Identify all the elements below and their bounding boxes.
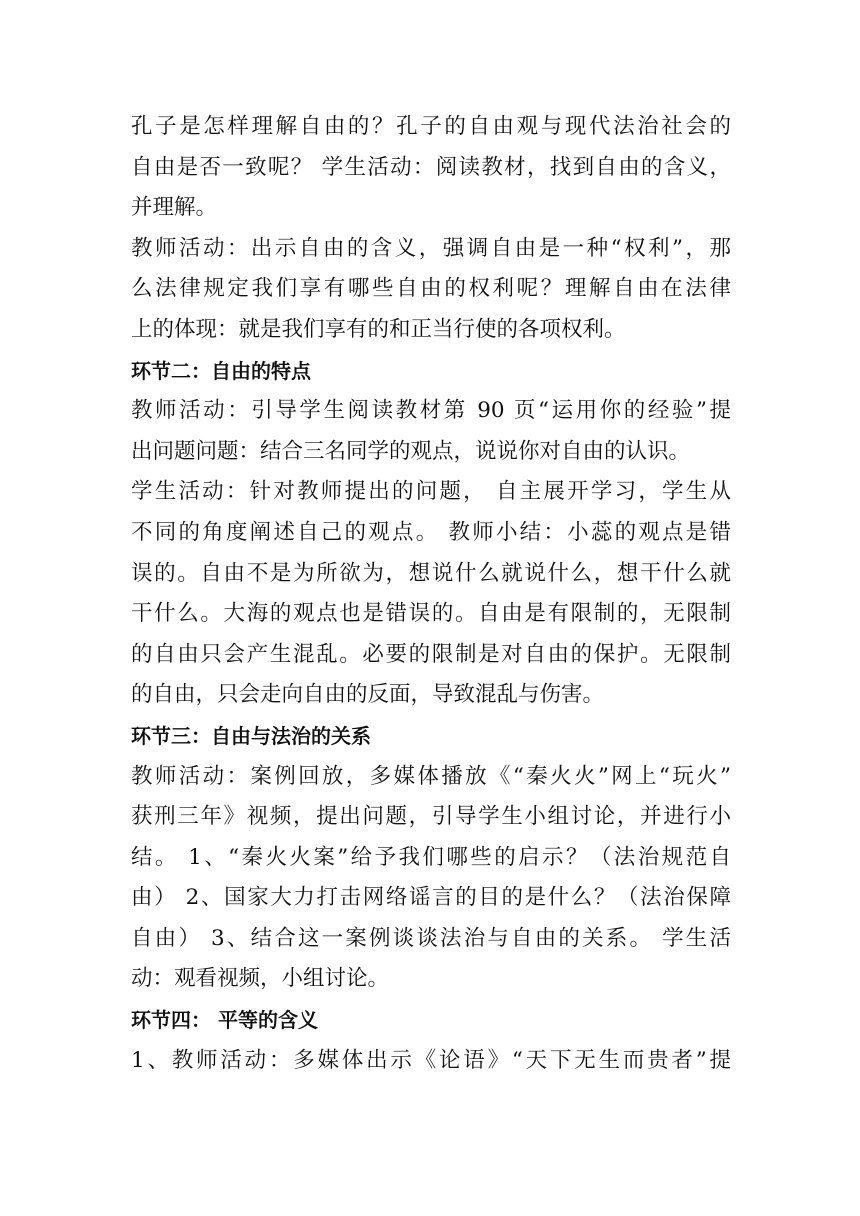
section-heading: 环节四： 平等的含义 [131,1008,318,1033]
section-heading: 环节二：自由的特点 [131,358,311,383]
paragraph-line: 获刑三年》视频，提出问题，引导学生小组讨论，并进行小 [131,804,731,830]
paragraph-line: 学生活动：针对教师提出的问题， 自主展开学习，学生从 [131,479,731,505]
paragraph-line: 教师活动：案例回放，多媒体播放《“秦火火”网上“玩火” [131,763,731,789]
paragraph-line: 的自由，只会走向自由的反面，导致混乱与伤害。 [131,682,605,708]
paragraph-line: 自由） 3、结合这一案例谈谈法治与自由的关系。 学生活 [131,925,731,951]
paragraph-line: 动：观看视频，小组讨论。 [131,966,390,992]
paragraph-line: 上的体现：就是我们享有的和正当行使的各项权利。 [131,316,626,342]
paragraph-line: 孔子是怎样理解自由的？孔子的自由观与现代法治社会的 [131,114,731,139]
paragraph-line: 结。 1、“秦火火案”给予我们哪些的启示？（法治规范自 [131,844,731,870]
paragraph-line: 教师活动：出示自由的含义，强调自由是一种“权利”，那 [131,235,731,261]
paragraph-line: 的自由只会产生混乱。必要的限制是对自由的保护。无限制 [131,641,731,667]
paragraph-line: 1、教师活动：多媒体出示《论语》“天下无生而贵者”提 [131,1047,731,1073]
paragraph-line: 不同的角度阐述自己的观点。 教师小结：小蕊的观点是错 [131,519,731,545]
paragraph-line: 自由是否一致呢？ 学生活动：阅读教材，找到自由的含义， [131,154,731,180]
section-heading: 环节三：自由与法治的关系 [131,723,371,748]
paragraph-line: 么法律规定我们享有哪些自由的权利呢？理解自由在法律 [131,276,731,302]
paragraph-line: 误的。自由不是为所欲为，想说什么就说什么，想干什么就 [131,560,731,586]
paragraph-line: 出问题问题：结合三名同学的观点，说说你对自由的认识。 [131,438,691,464]
paragraph-line: 教师活动：引导学生阅读教材第 90 页“运用你的经验”提 [131,398,731,424]
paragraph-line: 并理解。 [131,195,218,221]
paragraph-line: 由） 2、国家大力打击网络谣言的目的是什么？（法治保障 [131,885,731,911]
paragraph-line: 干什么。大海的观点也是错误的。自由是有限制的，无限制 [131,601,731,627]
document-body [131,107,731,1081]
